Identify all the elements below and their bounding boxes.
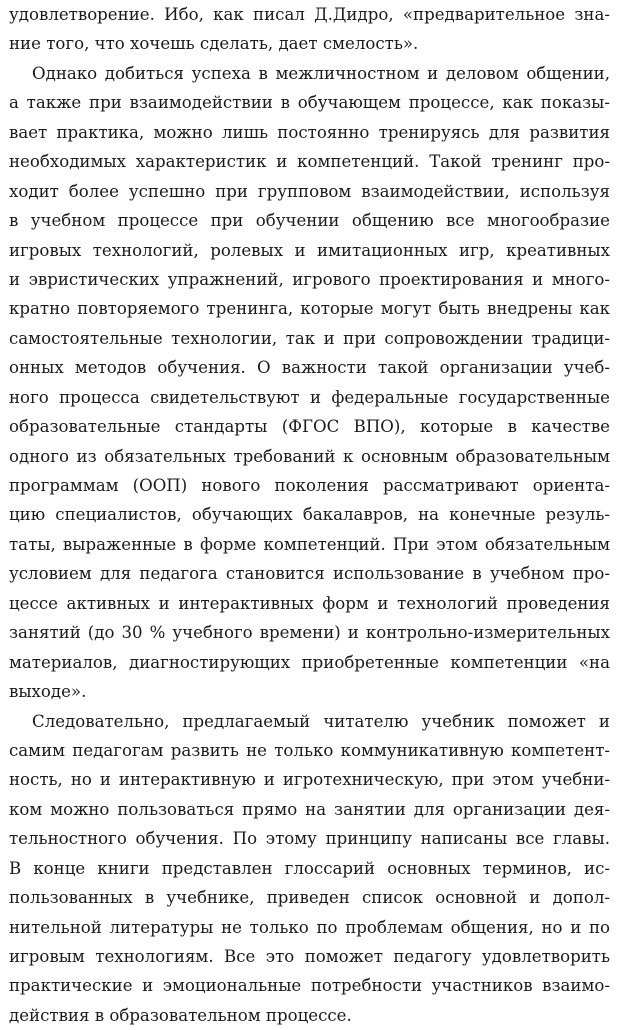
text-line: необходимых характеристик и компетенций. Такой тренинг про- bbox=[9, 152, 610, 172]
text-line: ком можно пользоваться прямо на занятии для организации дея- bbox=[9, 799, 610, 819]
text-line: и эвристических упражнений, игрового проектирования и много- bbox=[9, 269, 610, 289]
text-line: пользованных в учебнике, приведен список основной и допол- bbox=[9, 888, 610, 908]
paragraph-first-line: Следовательно, предлагаемый читателю учебник поможет и bbox=[32, 711, 610, 731]
text-line: занятий (до 30 % учебного времени) и контрольно-измерительных bbox=[9, 623, 610, 643]
text-line: цию специалистов, обучающих бакалавров, на конечные резуль- bbox=[9, 505, 610, 525]
text-line: В конце книги представлен глоссарий основных терминов, ис- bbox=[9, 858, 610, 878]
text-line: цессе активных и интерактивных форм и технологий проведения bbox=[9, 593, 610, 613]
text-line: вает практика, можно лишь постоянно тренируясь для развития bbox=[9, 122, 610, 142]
text-line: одного из обязательных требований к основным образовательным bbox=[9, 446, 610, 466]
text-line: ность, но и интерактивную и игротехническую, при этом учебни- bbox=[9, 770, 610, 790]
text-line: ного процесса свидетельствуют и федеральные государственные bbox=[9, 387, 610, 407]
text-line: условием для педагога становится использование в учебном про- bbox=[9, 564, 610, 584]
text-line: самим педагогам развить не только коммуникативную компетент- bbox=[9, 740, 610, 760]
text-line: образовательные стандарты (ФГОС ВПО), которые в качестве bbox=[9, 417, 610, 437]
text-line: онных методов обучения. О важности такой организации учеб- bbox=[9, 358, 610, 378]
text-line: ходит более успешно при групповом взаимодействии, используя bbox=[9, 181, 610, 201]
text-line: ние того, что хочешь сделать, дает смелость». bbox=[9, 34, 419, 54]
paragraph-first-line: Однако добиться успеха в межличностном и деловом общении, bbox=[32, 63, 610, 83]
text-line: а также при взаимодействии в обучающем процессе, как показы- bbox=[9, 93, 610, 113]
text-line: практические и эмоциональные потребности участников взаимо- bbox=[9, 976, 610, 996]
text-line: нительной литературы не только по проблемам общения, но и по bbox=[9, 917, 610, 937]
text-line: игровым технологиям. Все это поможет педагогу удовлетворить bbox=[9, 947, 610, 966]
text-line: удовлетворение. Ибо, как писал Д.Дидро, «предварительное зна- bbox=[9, 5, 610, 24]
text-line: тельностного обучения. По этому принципу написаны все главы. bbox=[9, 829, 610, 849]
text-line: материалов, диагностирующих приобретенные компетенции «на bbox=[9, 652, 610, 672]
text-line: программам (ООП) нового поколения рассматривают ориента- bbox=[9, 476, 610, 495]
text-line: действия в образовательном процессе. bbox=[9, 1005, 352, 1025]
text-line: кратно повторяемого тренинга, которые могут быть внедрены как bbox=[9, 299, 610, 319]
text-body bbox=[9, 0, 610, 1030]
text-line: в учебном процессе при обучении общению все многообразие bbox=[9, 211, 610, 231]
text-line: самостоятельные технологии, так и при сопровождении традици- bbox=[9, 328, 610, 348]
text-line: игровых технологий, ролевых и имитационных игр, креативных bbox=[9, 240, 610, 260]
text-line: выходе». bbox=[9, 682, 87, 702]
text-line: таты, выраженные в форме компетенций. При этом обязательным bbox=[9, 534, 610, 554]
